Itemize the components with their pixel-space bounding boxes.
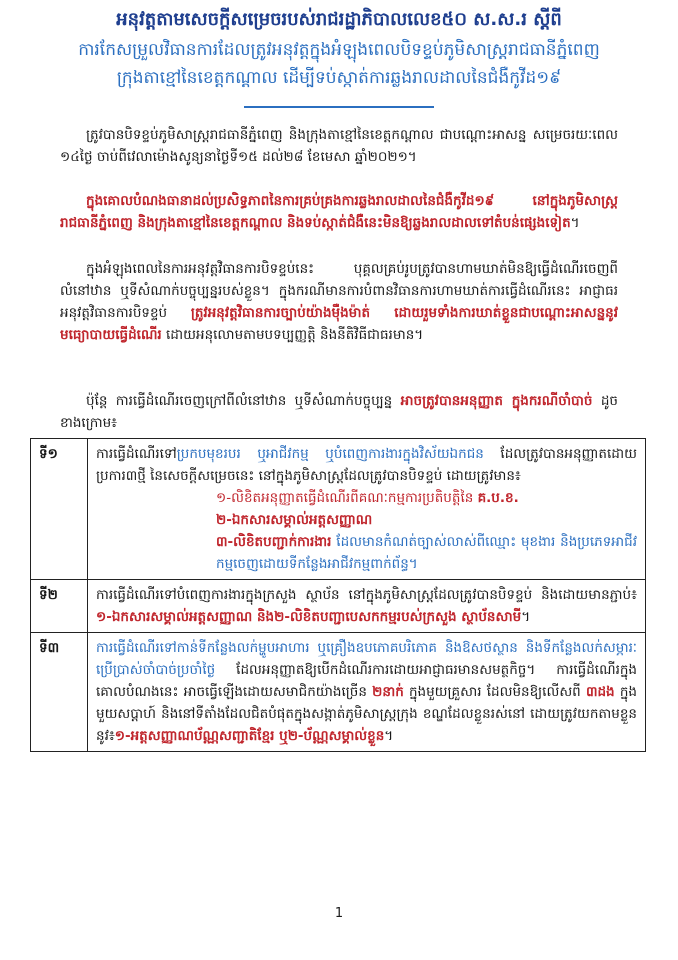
r2-end: ។ xyxy=(521,609,531,625)
table-row xyxy=(31,633,646,752)
r3-text-2: ក្នុងមួយគ្រួសារ ដែលមិនឱ្យលើសពី xyxy=(403,684,586,700)
table-row xyxy=(31,439,646,580)
title-underline xyxy=(244,106,434,108)
p1-text: ត្រូវបានបិទខ្ទប់ភូមិសាស្ត្ររាជធានីភ្នំពេញ និងក្រុងតាខ្មៅនៃខេត្តកណ្ដាល ជាបណ្តោះអាសន្ន សម្រេចរយៈពេល ១៤ថ្ងៃ ចាប់ពីវេលាម៉ោងសូន្យនាថ្ងៃទី១៥ ដល់២៨ ខែមេសា ឆ្នាំ២០២១។ xyxy=(60,127,618,165)
p2-highlight: ក្នុងគោលបំណងធានាដល់ប្រសិទ្ធភាពនៃការគ្រប់គ្រងការឆ្លងរាលដាលនៃជំងឺកូវីដ១៩ នៅក្នុងភូមិសាស្ត្ររាជធានីភ្នំពេញ និងក្រុងតាខ្មៅនៃខេត្តកណ្ដាល និងទប់ស្កាត់ជំងឺនេះមិនឱ្យឆ្លងរាលដាលទៅតំបន់ផ្សេងទៀត xyxy=(60,193,618,231)
document-title: អនុវត្តតាមសេចក្តីសម្រេចរបស់រាជរដ្ឋាភិបាលលេខ៥០ ស.ស.រ ស្តីពី xyxy=(116,9,562,30)
r1-item-3 xyxy=(96,531,637,575)
r3-documents: ១-អត្តសញ្ញាណប័ណ្ណសញ្ជាតិខ្មែរ ឬ២-ប័ណ្ណសម្គាល់ខ្លួន xyxy=(114,728,385,744)
document-subtitle xyxy=(30,36,648,92)
r1-item-1-text: ១-លិខិតអនុញ្ញាតធ្វើដំណើរពីគណៈកម្មការប្រតិបត្តិនៃ xyxy=(216,490,478,506)
row-content xyxy=(88,439,646,580)
exceptions-table xyxy=(30,438,646,752)
p3-text: ក្នុងអំឡុងពេលនៃការអនុវត្តវិធានការបិទខ្ទប់នេះ បុគ្គលគ្រប់រូបត្រូវបានហាមឃាត់មិនឱ្យធ្វើដំណើរចេញពីលំនៅឋាន ឬទីសំណាក់បច្ចុប្បន្នរបស់ខ្លួន។ ក្នុងករណីមានការបំពានវិធានការហាមឃាត់ការធ្វើដំណើរនេះ អាជ្ញាធរអនុវត្តវិធានការបិទខ្ទប់ xyxy=(60,261,618,321)
paragraph-3 xyxy=(60,258,618,346)
r2-highlight: ១-ឯកសារសម្គាល់អត្តសញ្ញាណ និង២-លិខិតបញ្ជាបេសកកម្មរបស់ក្រសួង ស្ថាប័នសាមី xyxy=(96,609,522,625)
r1-highlight: ប្រកបមុខរបរ ឬអាជីវកម្ម ឬបំពេញការងារក្នុងវិស័យឯកជន xyxy=(176,446,484,462)
p4-text: ប៉ុន្តែ ការធ្វើដំណើរចេញក្រៅពីលំនៅឋាន ឬទីសំណាក់បច្ចុប្បន្ន xyxy=(86,393,401,409)
p3-highlight: ត្រូវអនុវត្តវិធានការច្បាប់យ៉ាងម៉ឺងម៉ាត់ ដោយរួមទាំងការឃាត់ខ្លួនជាបណ្តោះអាសន្ននូវមធ្យោបាយធ្វើដំណើរ xyxy=(60,305,618,343)
paragraph-2 xyxy=(60,190,618,234)
r2-text: ការធ្វើដំណើរទៅបំពេញការងារក្នុងក្រសួង ស្ថាប័ន នៅក្នុងភូមិសាស្ត្រដែលត្រូវបានបិទខ្ទប់ និងដោយមានភ្ជាប់៖ xyxy=(96,587,637,603)
row-content xyxy=(88,580,646,633)
r3-count-people: ២នាក់ xyxy=(372,684,404,700)
r1-item-3-title: ៣-លិខិតបញ្ជាក់ការងារ xyxy=(216,534,332,550)
row-label: ទី២ xyxy=(31,580,88,633)
r3-text-3: ក្នុងមួយសប្តាហ៍ និងនៅទីតាំងដែលជិតបំផុតក្នុងសង្កាត់ភូមិសាស្ត្រក្រុង ខណ្ឌដែលខ្លួនរស់នៅ ដោយត្រូវយកតាមខ្លួននូវ៖ xyxy=(96,684,637,744)
subtitle-line-2: ក្រុងតាខ្មៅនៃខេត្តកណ្ដាល ដើម្បីទប់ស្កាត់ការឆ្លងរាលដាលនៃជំងឺកូវីដ១៩ xyxy=(116,68,562,88)
r1-item-3-desc: ដែលមានកំណត់ច្បាស់លាស់ពីឈ្មោះ មុខងារ និងប្រភេទអាជីវកម្មចេញដោយទីកន្លែងអាជីវកម្មពាក់ព័ន្ធ។ xyxy=(216,534,637,572)
p4-end: ដូចខាងក្រោម៖ xyxy=(60,393,618,431)
r1-text: ការធ្វើដំណើរទៅ xyxy=(96,446,177,462)
paragraph-1 xyxy=(60,124,618,168)
r3-count-times: ៣ដង xyxy=(585,684,615,700)
p3-end: ដោយអនុលោមតាមបទប្បញ្ញត្តិ និងនីតិវិធីជាធរមាន។ xyxy=(161,327,424,343)
r1-item-1-abbr: គ.ប.ខ. xyxy=(477,490,519,506)
paragraph-4 xyxy=(60,390,618,434)
row-label: ទី១ xyxy=(31,439,88,580)
table-row xyxy=(31,580,646,633)
p4-highlight: អាចត្រូវបានអនុញ្ញាត ក្នុងករណីចាំបាច់ xyxy=(400,393,593,409)
row-label: ទី៣ xyxy=(31,633,88,752)
row-content xyxy=(88,633,646,752)
subtitle-line-1: ការកែសម្រួលវិធានការដែលត្រូវអនុវត្តក្នុងអំឡុងពេលបិទខ្ទប់ភូមិសាស្ត្ររាជធានីភ្នំពេញ xyxy=(78,40,600,60)
r1-text-2: ដែលត្រូវបានអនុញ្ញាតដោយប្រការ៣ថ្មី នៃសេចក្តីសម្រេចនេះ នៅក្នុងភូមិសាស្ត្រដែលត្រូវបានបិទខ្ទប់ ដោយត្រូវមាន៖ xyxy=(96,446,637,484)
r1-item-1 xyxy=(96,487,637,509)
page-number: 1 xyxy=(334,906,344,921)
r3-highlight: ការធ្វើដំណើរទៅកាន់ទីកន្លែងលក់ម្ហូបអាហារ ឬគ្រឿងឧបភោគបរិភោគ និងឱសថស្ថាន និងទីកន្លែងលក់សម្ភារៈប្រើប្រាស់ចាំបាច់ប្រចាំថ្ងៃ xyxy=(96,640,637,678)
p2-end: ។ xyxy=(570,215,580,231)
r3-end: ។ xyxy=(384,728,394,744)
r1-item-2: ២-ឯកសារសម្គាល់អត្តសញ្ញាណ xyxy=(216,512,373,528)
r3-text: ដែលអនុញ្ញាតឱ្យបើកដំណើរការដោយអាជ្ញាធរមានសមត្ថកិច្ច។ ការធ្វើដំណើរក្នុងគោលបំណងនេះ អាចធ្វើឡើងដោយសមាជិកយ៉ាងច្រើន xyxy=(96,662,637,700)
